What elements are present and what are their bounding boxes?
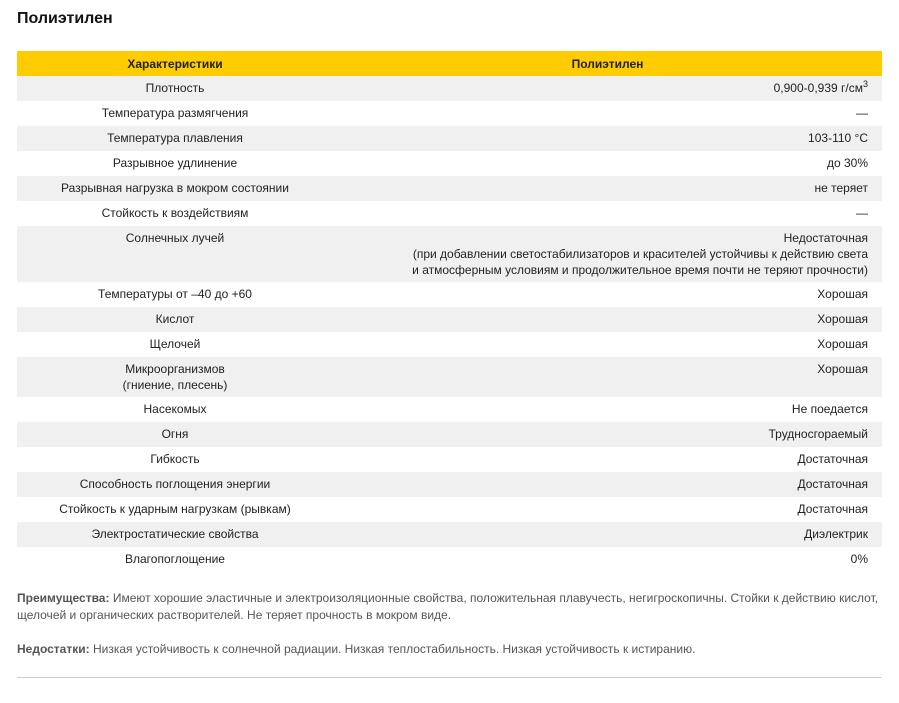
row-value [333, 447, 882, 472]
row-value-line [341, 551, 868, 567]
row-label [17, 126, 333, 151]
row-value [333, 101, 882, 126]
row-value-line [341, 311, 868, 327]
row-label-line: Гибкость [150, 452, 200, 466]
row-value-line [341, 180, 868, 196]
advantages-heading: Преимущества: [17, 591, 110, 605]
row-value [333, 176, 882, 201]
row-label-line: Огня [161, 427, 189, 441]
row-label-line: Кислот [155, 312, 195, 326]
row-label [17, 151, 333, 176]
table-row [17, 422, 882, 447]
table-header-row [17, 51, 882, 76]
row-value-line [341, 105, 868, 121]
row-value [333, 151, 882, 176]
row-label [17, 472, 333, 497]
table-row [17, 101, 882, 126]
row-value-line [341, 336, 868, 352]
row-value-text: Хорошая [817, 312, 868, 326]
row-value [333, 472, 882, 497]
row-value-text: 0% [850, 552, 868, 566]
bottom-divider [17, 677, 882, 678]
table-row [17, 397, 882, 422]
row-value-line [341, 246, 868, 262]
row-label [17, 76, 333, 101]
row-label-line: Разрывная нагрузка в мокром состоянии [61, 181, 289, 195]
row-label-line: Плотность [145, 81, 205, 95]
table-row [17, 126, 882, 151]
row-label-line: Разрывное удлинение [112, 156, 238, 170]
row-label-line: Электростатические свойства [91, 527, 259, 541]
row-value [333, 357, 882, 397]
row-value [333, 422, 882, 447]
row-label-line: Насекомых [143, 402, 207, 416]
row-value-line [341, 401, 868, 417]
row-value [333, 397, 882, 422]
row-value [333, 282, 882, 307]
row-label-line: Температуры от –40 до +60 [98, 287, 252, 301]
table-row [17, 151, 882, 176]
row-label [17, 226, 333, 282]
row-label [17, 307, 333, 332]
unit-superscript: 3 [862, 79, 868, 89]
row-label [17, 357, 333, 397]
row-value-line [341, 130, 868, 146]
row-value [333, 201, 882, 226]
row-value [333, 76, 882, 101]
row-value [333, 307, 882, 332]
row-value-text: — [856, 106, 868, 120]
table-row [17, 226, 882, 282]
row-value-text: 0,900-0,939 г/см [773, 81, 863, 95]
table-row [17, 282, 882, 307]
row-value-text: Диэлектрик [804, 527, 868, 541]
row-value [333, 126, 882, 151]
row-value [333, 522, 882, 547]
row-value-text: Достаточная [797, 452, 868, 466]
row-value-text: Трудносгораемый [768, 427, 868, 441]
row-label-line: Способность поглощения энергии [79, 477, 271, 491]
row-label [17, 447, 333, 472]
row-value-line [341, 155, 868, 171]
page-title: Полиэтилен [17, 10, 113, 27]
row-value-line [341, 361, 868, 377]
row-label [17, 422, 333, 447]
row-value [333, 497, 882, 522]
row-value-line [341, 230, 868, 246]
row-value-text: — [856, 206, 868, 220]
row-value-text: 103-110 °С [808, 131, 868, 145]
row-value-text: и атмосферным условиям и продолжительное время почти не теряют прочности) [412, 263, 868, 277]
row-value-text: Хорошая [817, 287, 868, 301]
disadvantages-note [17, 641, 883, 658]
header-material: Полиэтилен [333, 51, 882, 76]
row-label-line: (гниение, плесень) [122, 378, 228, 392]
row-label-line: Влагопоглощение [125, 552, 225, 566]
row-value-text: Недостаточная [783, 231, 868, 245]
row-label-line: Микроорганизмов [125, 362, 225, 376]
row-value-text: (при добавлении светостабилизаторов и красителей устойчивы к действию света [412, 247, 868, 261]
table-row [17, 522, 882, 547]
row-value-line [341, 451, 868, 467]
row-label [17, 332, 333, 357]
properties-table [17, 51, 882, 572]
row-value-text: Достаточная [797, 477, 868, 491]
row-label [17, 176, 333, 201]
row-value [333, 332, 882, 357]
row-value-text: Достаточная [797, 502, 868, 516]
row-label-line: Температура размягчения [101, 106, 249, 120]
row-label-line: Стойкость к ударным нагрузкам (рывкам) [59, 502, 291, 516]
table-row [17, 76, 882, 101]
row-label-line: Температура плавления [107, 131, 243, 145]
row-value-line [341, 286, 868, 302]
row-label [17, 547, 333, 572]
table-row [17, 497, 882, 522]
row-label [17, 201, 333, 226]
row-value-line [341, 426, 868, 442]
table-row [17, 447, 882, 472]
table-row [17, 547, 882, 572]
row-label [17, 282, 333, 307]
row-value [333, 547, 882, 572]
row-value-line [341, 526, 868, 542]
row-value-line [341, 501, 868, 517]
row-label-line: Стойкость к воздействиям [101, 206, 249, 220]
row-value [333, 226, 882, 282]
row-value-text: Хорошая [817, 362, 868, 376]
row-value-line [341, 476, 868, 492]
disadvantages-heading: Недостатки: [17, 642, 90, 656]
header-characteristics: Характеристики [17, 51, 333, 76]
row-label-line: Щелочей [149, 337, 201, 351]
row-label [17, 497, 333, 522]
table-row [17, 201, 882, 226]
row-value-line [341, 262, 868, 278]
advantages-text: Имеют хорошие эластичные и электроизоляционные свойства, положительная плавучесть, негигроскопичны. Стойки к действию кислот, щелочей и органических растворителей. Не теряет прочность в мокром виде. [17, 591, 879, 622]
disadvantages-text: Низкая устойчивость к солнечной радиации. Низкая теплостабильность. Низкая устойчивость к истиранию. [89, 642, 696, 656]
row-value-text: Не поедается [791, 402, 868, 416]
row-label [17, 522, 333, 547]
advantages-note [17, 590, 883, 624]
row-label-line: Солнечных лучей [125, 231, 225, 245]
table-row [17, 176, 882, 201]
row-label [17, 101, 333, 126]
row-value-line [341, 80, 868, 96]
row-label [17, 397, 333, 422]
table-body [17, 76, 882, 572]
table-row [17, 332, 882, 357]
table-row [17, 357, 882, 397]
table-row [17, 472, 882, 497]
row-value-text: не теряет [814, 181, 868, 195]
row-value-line [341, 205, 868, 221]
row-value-text: Хорошая [817, 337, 868, 351]
table-row [17, 307, 882, 332]
row-value-text: до 30% [826, 156, 868, 170]
